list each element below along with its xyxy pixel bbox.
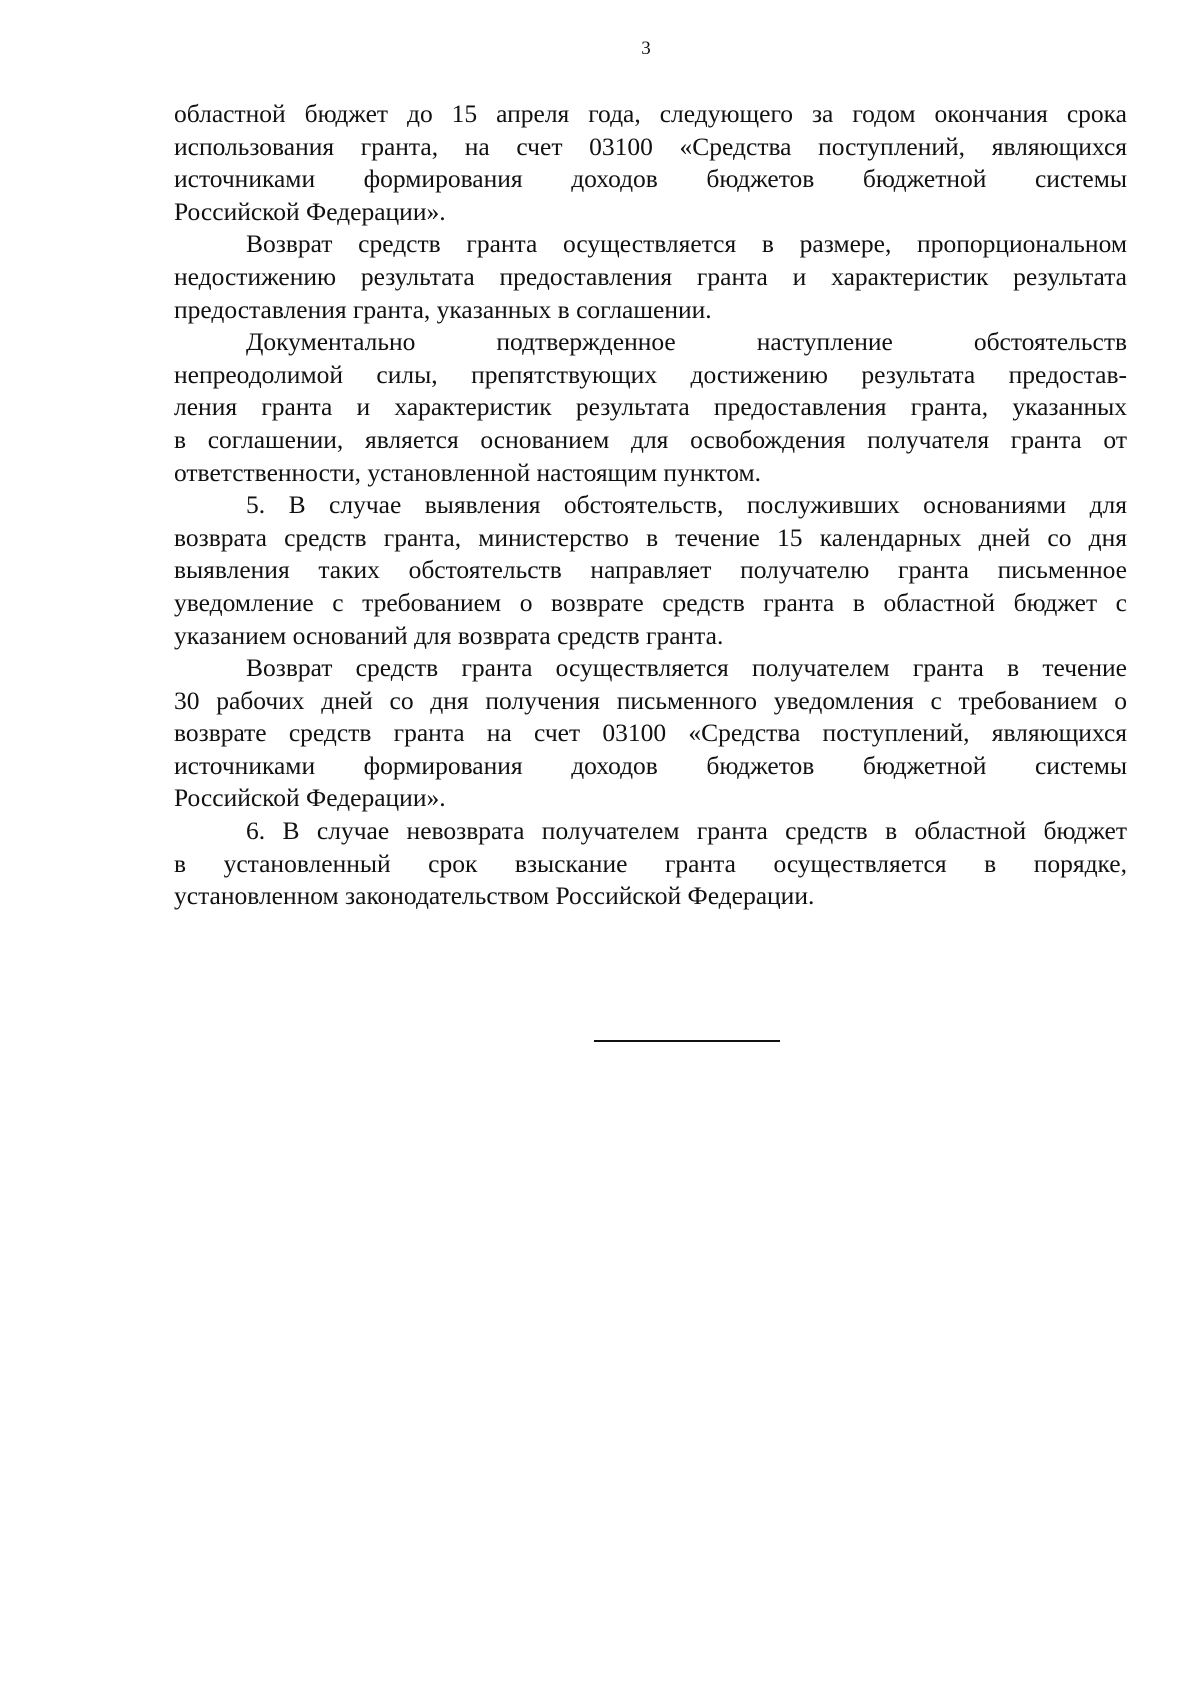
text-line: Российской Федерации».	[174, 783, 446, 813]
text-line: ления гранта и характеристик результата предоставления гранта, указанных	[174, 392, 1127, 422]
text-line: установленном законодательством Российской Федерации.	[174, 881, 815, 911]
text-line: указанием оснований для возврата средств гранта.	[174, 620, 724, 650]
text-line: источниками формирования доходов бюджетов бюджетной системы	[174, 164, 1127, 194]
text-line: уведомление с требованием о возврате средств гранта в областной бюджет с	[174, 587, 1127, 617]
text-line: ответственности, установленной настоящим пунктом.	[174, 457, 762, 487]
text-line: использования гранта, на счет 03100 «Средства поступлений, являющихся	[174, 131, 1127, 161]
text-line: недостижению результата предоставления гранта и характеристик результата	[174, 261, 1127, 291]
end-of-text-rule	[594, 1040, 780, 1042]
text-line: 30 рабочих дней со дня получения письменного уведомления с требованием о	[174, 685, 1127, 715]
text-line: непреодолимой силы, препятствующих достижению результата предостав-	[174, 359, 1127, 389]
paragraph	[174, 489, 1127, 652]
text-line: в соглашении, является основанием для освобождения получателя гранта от	[174, 424, 1127, 454]
paragraph	[174, 815, 1127, 913]
text-line: Российской Федерации».	[174, 196, 446, 226]
text-line: Возврат средств гранта осуществляется в размере, пропорциональном	[246, 229, 1127, 259]
text-line: Возврат средств гранта осуществляется получателем гранта в течение	[246, 653, 1127, 683]
paragraph	[174, 326, 1127, 489]
text-line: возврате средств гранта на счет 03100 «Средства поступлений, являющихся	[174, 718, 1127, 748]
paragraph	[174, 652, 1127, 815]
text-line: 5. В случае выявления обстоятельств, послуживших основаниями для	[246, 490, 1127, 520]
text-line: источниками формирования доходов бюджетов бюджетной системы	[174, 750, 1127, 780]
text-line: предоставления гранта, указанных в соглашении.	[174, 294, 712, 324]
text-line: выявления таких обстоятельств направляет получателю гранта письменное	[174, 555, 1127, 585]
text-line: 6. В случае невозврата получателем гранта средств в областной бюджет	[246, 816, 1127, 846]
document-body	[174, 98, 1127, 913]
paragraph	[174, 98, 1127, 228]
text-line: возврата средств гранта, министерство в течение 15 календарных дней со дня	[174, 522, 1127, 552]
text-line: Документально подтвержденное наступление обстоятельств	[246, 327, 1127, 357]
text-line: в установленный срок взыскание гранта осуществляется в порядке,	[174, 848, 1127, 878]
page-number: 3	[641, 38, 651, 59]
text-line: областной бюджет до 15 апреля года, следующего за годом окончания срока	[174, 99, 1127, 128]
paragraph	[174, 228, 1127, 326]
